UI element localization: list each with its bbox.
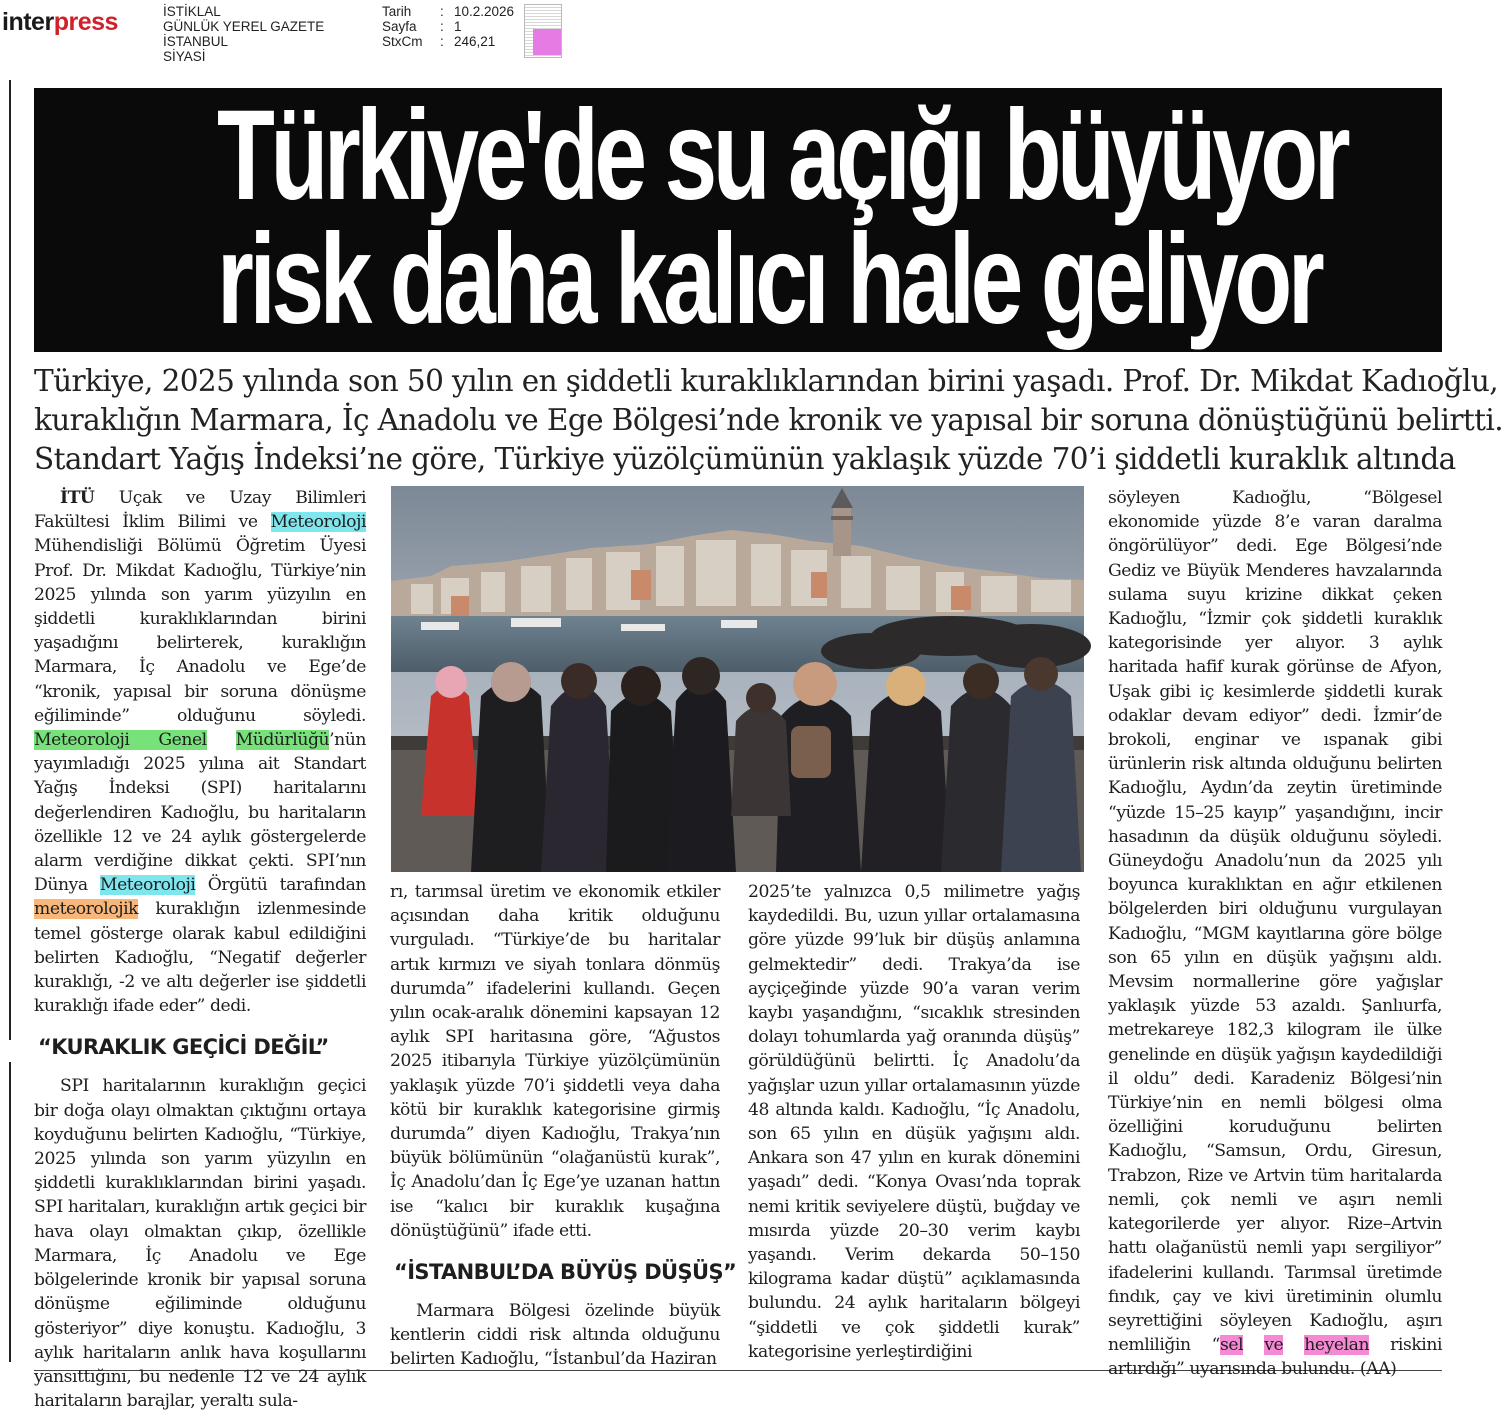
subheading-1: “KURAKLIK GEÇİCİ DEĞİL” [38,1035,329,1060]
keyword-highlight: sel [1220,1335,1244,1356]
keyword-highlight: Meteoroloji Genel [34,730,207,751]
column-4-paragraph-1 [1108,486,1442,1382]
column-1 [34,486,366,1413]
logo-inter: inter [2,8,54,36]
headline-line-2: risk daha kalıcı hale geliyor [217,208,1321,351]
deck-line-3: Standart Yağış İndeksi’ne göre, Türkiye yüzölçümünün yaklaşık yüzde 70’i şiddetli kuraklık altında [34,442,1456,476]
deck-line-2: kuraklığın Marmara, İç Anadolu ve Ege Bölgesi’nde kronik ve yapısal bir soruna dönüştüğünü belirtti. [34,403,1503,437]
column-2-paragraph-2: Marmara Bölgesi özelinde büyük kentlerin ciddi risk altında olduğunu belirten Kadıoğlu, “İstanbul’da Haziran [390,1301,720,1370]
date-value: 10.2.2026 [454,4,515,19]
column-1-paragraph-1 [34,486,366,1018]
text-run: Örgütü tarafından [195,875,367,896]
keyword-highlight: ve [1264,1335,1284,1356]
date-label: Tarih [382,4,412,19]
publication-info [163,4,324,64]
column-2-paragraph-1: rı, tarımsal üretim ve ekonomik etkiler açısından daha kritik olduğunu vurguladı. “Türkiye’de bu haritalar artık kırmızı ve siyah tonlara dönmüş durumda” ifadelerini kullandı. Geçen yılın ocak-aralık dönemini kapsayan 12 aylık SPI haritasına göre, “Ağustos 2025 itibarıyla Türkiye yüzölçümünün yaklaşık yüzde 70’i şiddetli veya daha kötü bir kuraklık kategorisine girmiş durumda” diyen Kadıoğlu, Trakya’nın büyük bölümünün “olağanüstü kurak”, İç Anadolu’dan İç Ege’ye uzanan hattın ise “kalıcı bir kuraklık kuşağına dönüştüğünü” ifade etti. [390,882,720,1241]
keyword-highlight: Meteoroloji [99,875,196,896]
column-4 [1108,486,1442,1382]
publication-city: İSTANBUL [163,34,229,49]
column-2 [390,880,737,1372]
column-1-paragraph-2: SPI haritalarının kuraklığın geçici bir doğa olayı olmaktan çıktığını ortaya koyduğunu belirten Kadıoğlu, “Türkiye, 2025 yılında son yarım yüzyılın en şiddetli kuraklıklarından birini yaşadı. SPI haritaları, kuraklığın artık geçici bir hava olayı olmaktan çıkıp, özellikle Marmara, İç Anadolu ve Ege bölgelerinde kronik bir yapısal soruna dönüşme eğiliminde olduğunu gösteriyor” diye konuştu. Kadıoğlu, 3 aylık haritaların anlık hava koşullarını yansıttığını, bu nedenle 12 ve 24 aylık haritaların barajlar, yeraltı sula- [34,1076,366,1412]
lead-word: İTÜ [60,488,95,508]
clipping-meta: Tarih : 10.2.2026 Sayfa : 1 StxCm : 246,21 [382,4,515,49]
text-run: riskini artırdığı” uyarısında bulundu. (AA) [1108,1335,1443,1380]
keyword-highlight: heyelan [1304,1335,1370,1356]
publication-frequency: GÜNLÜK YEREL GAZETE [163,19,325,34]
article-location-marker [533,29,561,55]
text-run [1243,1335,1264,1355]
size-label: StxCm [382,34,423,49]
photo-galata-crowd [391,486,1084,872]
keyword-highlight: Müdürlüğü [235,730,330,751]
text-run: ’nün yayımladığı 2025 yılına ait Standart Yağış İndeksi (SPI) haritalarını değerlendiren Kadıoğlu, bu haritaların özellikle 12 ve 24 aylık göstergelerde alarm verdiğine dikkat çekti. SPI’nın Dünya [34,730,367,896]
column-3-paragraph-1: 2025’te yalnızca 0,5 milimetre yağış kaydedildi. Bu, uzun yıllar ortalamasına göre yüzde 99’luk bir düşüş anlamına gelmektedir” dedi. Trakya’da ise ayçiçeğinde yüzde 90’a varan verim kaybı yaşandığını, “sıcaklık stresinden dolayı tohumlarda yağ oranında düşüş” görüldüğünü belirtti. İç Anadolu’da yağışlar uzun yıllar ortalamasının yüzde 48 altında kaldı. Kadıoğlu, “İç Anadolu, son 65 yılın en düşük yağışını aldı. Ankara son 47 yılın en kurak dönemini yaşadı” dedi. “Konya Ovası’nda toprak nemi kritik seviyelere düştü, buğday ve mısırda yüzde 20–30 verim kaybı yaşandı. Verim dekarda 50–150 kilograma kadar düştü” açıklamasında bulundu. 24 aylık haritaların bölgeyi “şiddetli ve çok şiddetli kurak” kategorisine yerleştirdiğini [748,882,1080,1362]
article-photo [391,486,1084,872]
column-3 [748,880,1080,1364]
left-rule [9,80,11,1040]
publication-name: İSTİKLAL [163,4,221,19]
left-rule-lower [9,1062,11,1362]
size-value: 246,21 [454,34,496,49]
page-value: 1 [454,19,462,34]
text-run: söyleyen Kadıoğlu, “Bölgesel ekonomide yüzde 8’e varan daralma öngörülüyor” dedi. Ege Bölgesi’nde Gediz ve Büyük Menderes havzalarında sulama suyu krizine dikkat çeken Kadıoğlu, “İzmir çok şiddetli kuraklık kategorisinde yer alıyor. 3 aylık haritada hafif kurak görünse de Afyon, Uşak gibi iç kesimlerde şiddetli kurak odaklar devam ediyor” dedi. İzmir’de brokoli, enginar ve ıspanak gibi ürünlerin risk altında olduğunu belirten Kadıoğlu, Aydın’da zeytin üretiminde “yüzde 15–25 kayıp” yaşandığını, incir hasadının da düşük olduğunu söyledi. Güneydoğu Anadolu’nun da 2025 yılı boyunca kuraklıktan en ağır etkilenen bölgelerden biri olduğunu vurgulayan Kadıoğlu, “MGM kayıtlarına göre bölge son 65 yılın en düşük yağışını aldı. Mevsim normallerine göre yağışlar yaklaşık yüzde 53 azaldı. Şanlıurfa, metrekareye 182,3 kilogram ile ülke genelinde en düşük yağışın kaydedildiği il oldu” dedi. Karadeniz Bölgesi’nin Türkiye’nin en nemli bölgesi olma özelliğini koruduğunu belirten Kadıoğlu, “Samsun, Ordu, Giresun, Trabzon, Rize ve Artvin tüm haritalarda nemli, çok nemli ve aşırı nemli kategorilerde yer alıyor. Rize–Artvin hattı olağanüstü nemli yapı sergiliyor” ifadelerini kullandı. Tarımsal üretimde fındık, çay ve kivi üretiminin olumlu seyrettiğini söyleyen Kadıoğlu, aşırı nemliliğin “ [1108,488,1442,1356]
headline [34,84,1442,352]
text-run: Mühendisliği Bölümü Öğretim Üyesi Prof. Dr. Mikdat Kadıoğlu, Türkiye’nin 2025 yılında son yarım yüzyılın en şiddetli kuraklıklarından birini yaşadığını belirterek, kuraklığın Marmara, İç Anadolu ve Ege’de “kronik, yapısal bir soruna dönüşme eğiliminde” olduğunu söyledi. [34,536,366,726]
text-run [1283,1335,1304,1355]
deck [34,362,1503,479]
deck-line-1: Türkiye, 2025 yılında son 50 yılın en şiddetli kuraklıklarından birini yaşadı. Prof. Dr. Mikdat Kadıoğlu, [34,364,1499,398]
text-run: Uçak ve Uzay Bilimleri Fakültesi İklim Bilimi ve [34,488,366,533]
text-run: kuraklığın izlenmesinde temel gösterge olarak kabul edildiğini belirten Kadıoğlu, “Negatif değerler kuraklığı, -2 ve altı değerler ise şiddetli kuraklığı ifade eder” dedi. [34,899,366,1017]
keyword-highlight: Meteoroloji [270,512,366,533]
interpress-logo [2,8,118,37]
keyword-highlight: meteorolojik [34,899,139,920]
page-label: Sayfa [382,19,417,34]
logo-press: press [53,8,118,36]
headline-line-1: Türkiye'de su açığı büyüyor [217,84,1347,227]
page-thumbnail[interactable] [524,4,562,58]
publication-category: SİYASİ [163,49,206,64]
subheading-2: “İSTANBUL’DA BÜYÜŞ DÜŞÜŞ” [394,1260,737,1285]
